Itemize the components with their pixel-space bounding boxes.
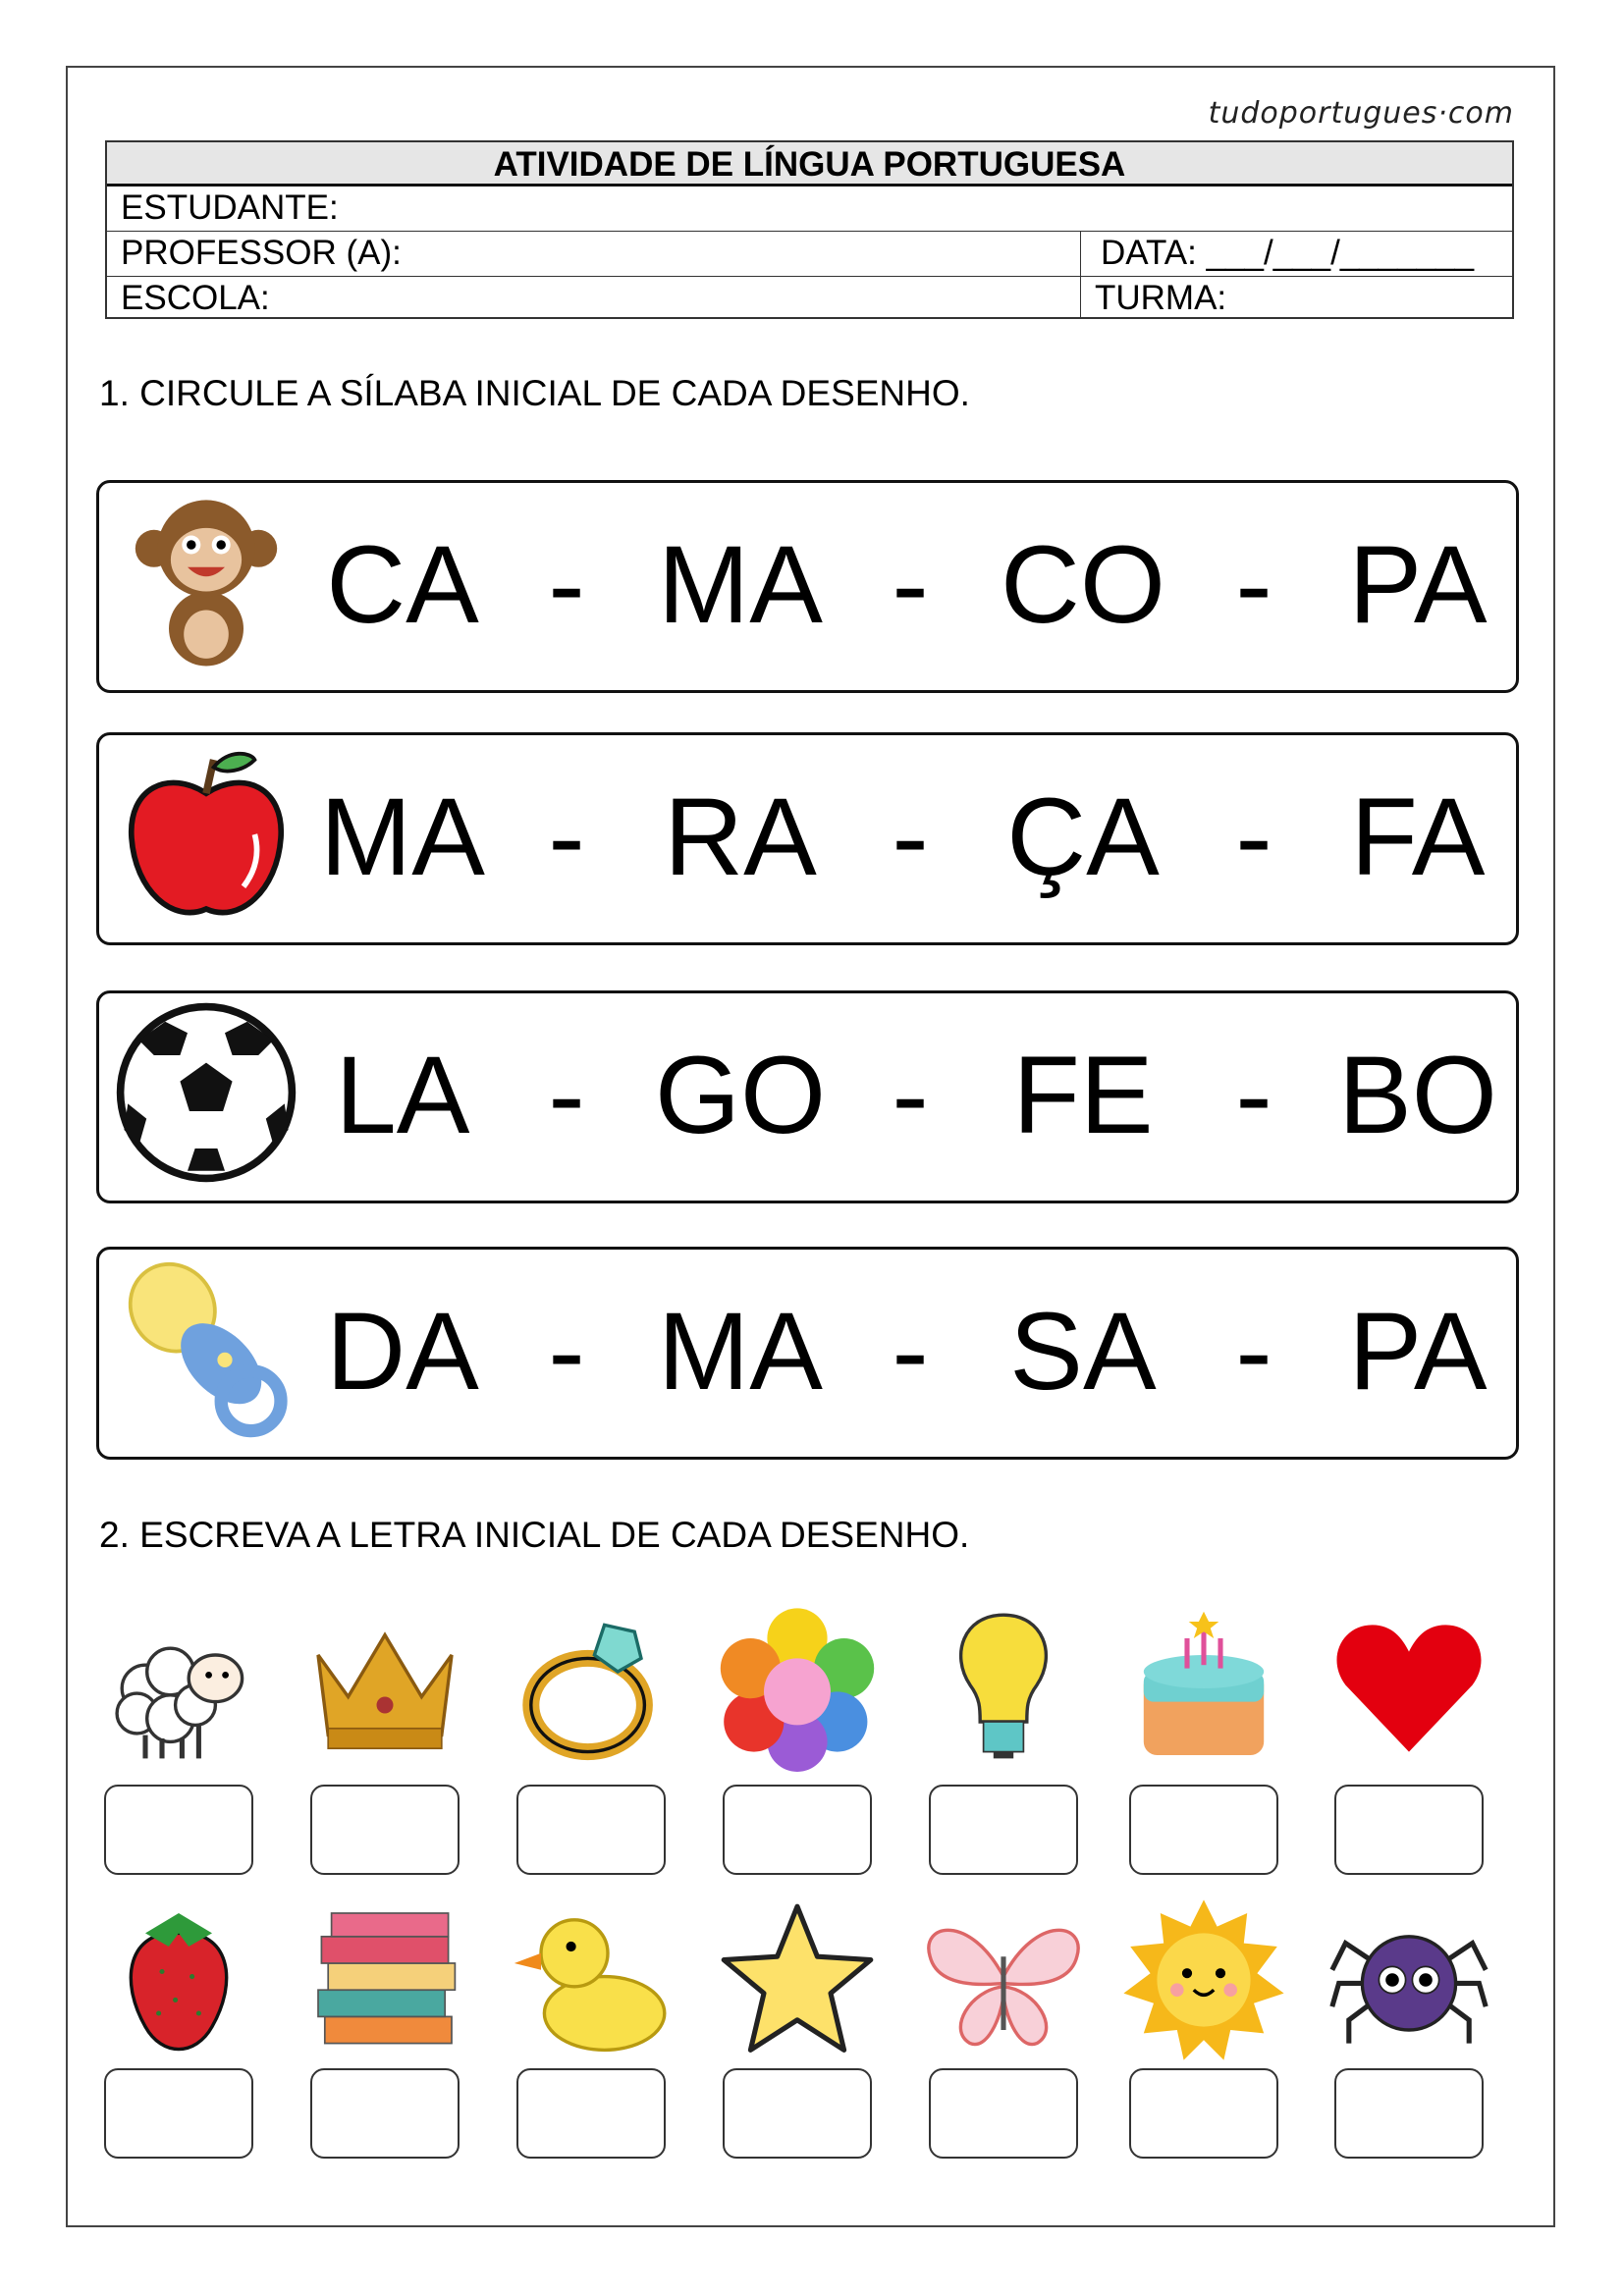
flower-icon [714, 1605, 881, 1767]
answer-box-heart[interactable] [1334, 1785, 1484, 1875]
answer-box-cake[interactable] [1129, 1785, 1278, 1875]
syllable-option[interactable]: RA [664, 774, 817, 898]
apple-icon [113, 741, 299, 937]
header-table [105, 140, 1514, 319]
soccer-ball-icon [113, 999, 299, 1196]
pacifier-icon [113, 1255, 299, 1452]
date-label: DATA: ___/___/_______ [1101, 234, 1475, 272]
syllable-option[interactable]: SA [1009, 1289, 1157, 1413]
syllable-separator: - [1235, 522, 1272, 646]
syllable-row [96, 480, 1519, 693]
class-field[interactable] [1080, 277, 1226, 319]
syllable-separator: - [548, 522, 585, 646]
crown-icon [301, 1605, 468, 1767]
answer-box-ring[interactable] [516, 1785, 666, 1875]
question-1-instruction: 1. CIRCULE A SÍLABA INICIAL DE CADA DESENHO. [99, 373, 970, 413]
student-label: ESTUDANTE: [121, 188, 339, 227]
answer-box-crown[interactable] [310, 1785, 460, 1875]
syllable-option[interactable]: PA [1348, 1289, 1488, 1413]
answer-box-strawberry[interactable] [104, 2068, 253, 2159]
syllable-option[interactable]: PA [1348, 522, 1488, 646]
heart-icon [1326, 1605, 1492, 1767]
butterfly-icon [920, 1896, 1087, 2058]
sun-icon [1120, 1896, 1287, 2058]
teacher-field[interactable] [107, 232, 1512, 277]
strawberry-icon [95, 1896, 262, 2058]
teacher-label: PROFESSOR (A): [121, 234, 402, 272]
answer-box-flower[interactable] [723, 1785, 872, 1875]
syllable-option[interactable]: GO [654, 1033, 827, 1156]
ring-icon [508, 1605, 675, 1767]
syllable-option[interactable]: MA [320, 774, 485, 898]
question-2-instruction: 2. ESCREVA A LETRA INICIAL DE CADA DESENHO. [99, 1515, 970, 1555]
syllable-separator: - [892, 1289, 929, 1413]
syllable-separator: - [548, 1289, 585, 1413]
syllable-option[interactable]: MA [658, 1289, 823, 1413]
cake-icon [1120, 1605, 1287, 1767]
syllable-option[interactable]: DA [326, 1289, 479, 1413]
answer-box-sheep[interactable] [104, 1785, 253, 1875]
answer-box-sun[interactable] [1129, 2068, 1278, 2159]
books-icon [301, 1896, 468, 2058]
worksheet-title: ATIVIDADE DE LÍNGUA PORTUGUESA [107, 142, 1512, 187]
answer-box-lightbulb[interactable] [929, 1785, 1078, 1875]
duck-icon [508, 1896, 675, 2058]
student-field[interactable] [107, 187, 1512, 232]
class-label: TURMA: [1095, 279, 1227, 317]
answer-box-duck[interactable] [516, 2068, 666, 2159]
syllable-option[interactable]: FA [1350, 774, 1486, 898]
syllable-option[interactable]: BO [1338, 1033, 1497, 1156]
syllable-option[interactable]: ÇA [1006, 774, 1160, 898]
school-label: ESCOLA: [121, 279, 270, 317]
monkey-icon [113, 489, 299, 685]
lightbulb-icon [920, 1605, 1087, 1767]
syllable-separator: - [548, 774, 585, 898]
star-icon [714, 1896, 881, 2058]
syllable-separator: - [1235, 1289, 1272, 1413]
answer-box-butterfly[interactable] [929, 2068, 1078, 2159]
syllable-option[interactable]: MA [658, 522, 823, 646]
syllable-row [96, 1247, 1519, 1460]
syllable-separator: - [892, 774, 929, 898]
school-field[interactable] [107, 277, 1512, 319]
answer-box-spider[interactable] [1334, 2068, 1484, 2159]
syllable-option[interactable]: LA [335, 1033, 470, 1156]
syllable-separator: - [1235, 1033, 1272, 1156]
sheep-icon [95, 1605, 262, 1767]
answer-box-star[interactable] [723, 2068, 872, 2159]
syllable-option[interactable]: CA [326, 522, 479, 646]
watermark: tudoportugues·com [1208, 96, 1514, 131]
syllable-row [96, 732, 1519, 945]
spider-icon [1326, 1896, 1492, 2058]
syllable-separator: - [892, 522, 929, 646]
syllable-separator: - [1235, 774, 1272, 898]
syllable-separator: - [548, 1033, 585, 1156]
syllable-row [96, 990, 1519, 1203]
answer-box-books[interactable] [310, 2068, 460, 2159]
syllable-separator: - [892, 1033, 929, 1156]
date-field[interactable] [1080, 232, 1474, 276]
syllable-option[interactable]: CO [1001, 522, 1165, 646]
syllable-option[interactable]: FE [1012, 1033, 1154, 1156]
